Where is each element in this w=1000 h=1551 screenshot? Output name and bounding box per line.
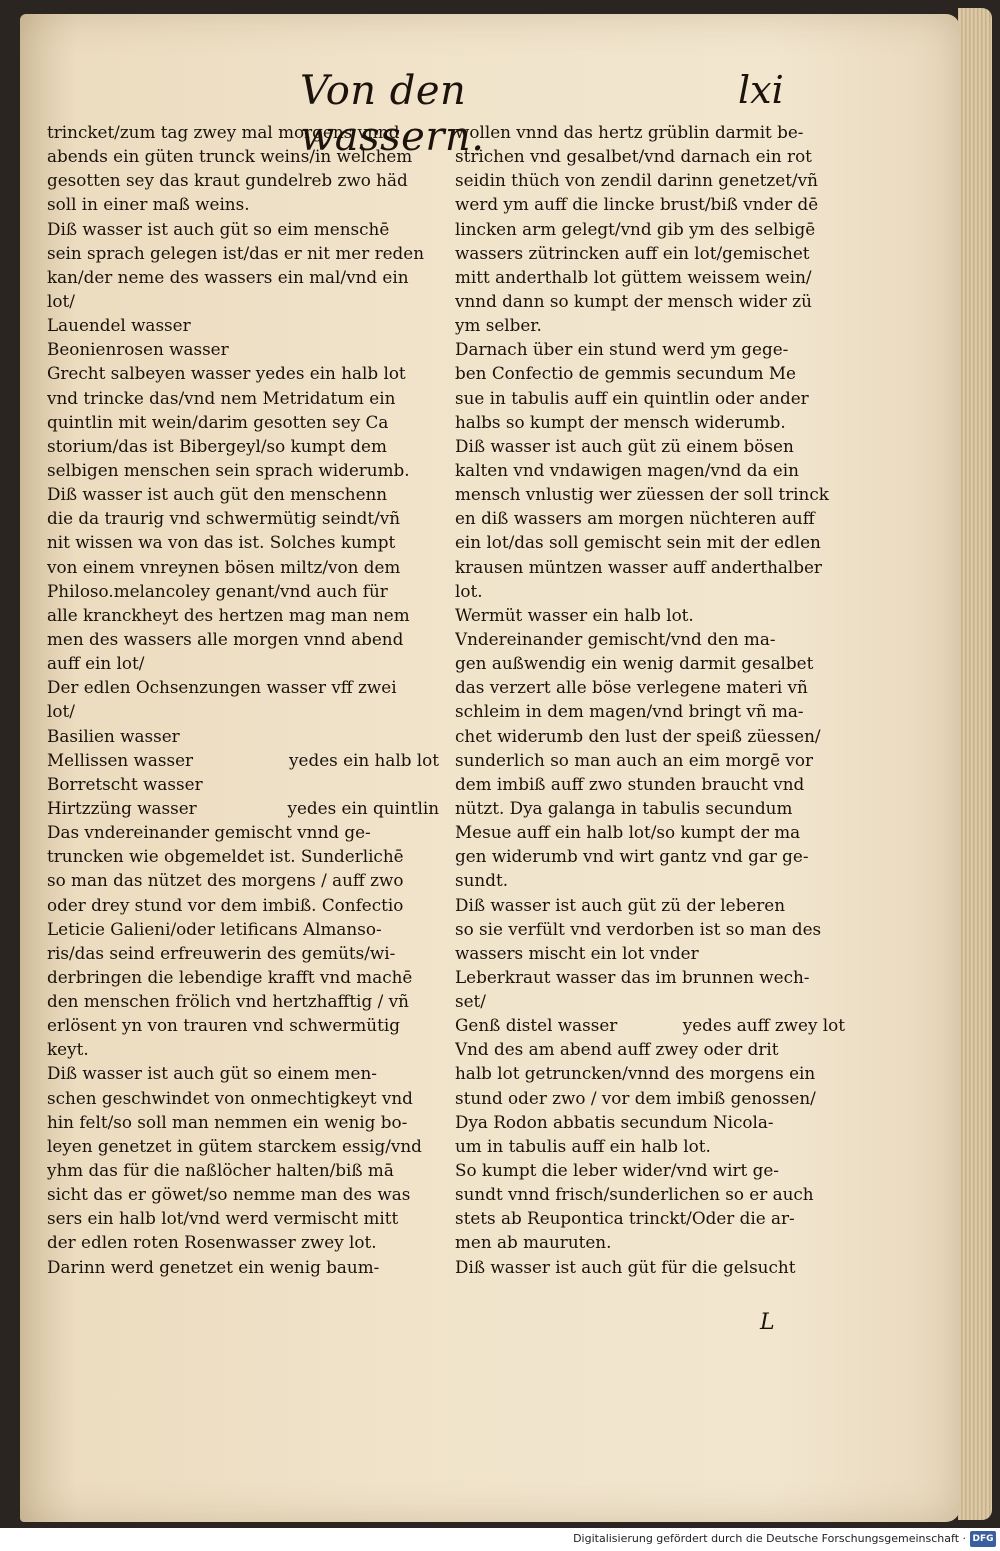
text-line: erlösent yn von trauren vnd schwermütig [47, 1015, 400, 1036]
text-line: der edlen roten Rosenwasser zwey lot. [47, 1232, 377, 1253]
text-line: Dya Rodon abbatis secundum Nicola- [455, 1111, 774, 1132]
text-line: wassers mischt ein lot vnder [455, 942, 699, 963]
text-line: seidin thüch von zendil darinn genetzet/vñ [455, 170, 818, 191]
text-line: sundt vnnd frisch/sunderlichen so er auch [455, 1184, 814, 1205]
text-line: sundt. [455, 870, 509, 891]
text-line: Diß wasser ist auch güt den menschenn [47, 484, 388, 505]
text-line: die da traurig vnd schwermütig seindt/vñ [47, 508, 401, 529]
entry-name: Hirtzzüng wasser [47, 797, 197, 818]
text-line: Leticie Galieni/oder letificans Almanso- [47, 918, 382, 939]
text-line: gesotten sey das kraut gundelreb zwo häd [47, 170, 408, 191]
text-line: Der edlen Ochsenzungen wasser vff zwei [47, 677, 397, 698]
text-line: nützt. Dya galanga in tabulis secundum [455, 797, 793, 818]
text-line: So kumpt die leber wider/vnd wirt ge- [455, 1160, 779, 1181]
left-text-column [47, 120, 439, 1279]
entry-dose: yedes auff zwey lot [682, 1015, 845, 1036]
text-line: so sie verfült vnd verdorben ist so man des [455, 918, 822, 939]
text-line: werd ym auff die lincke brust/biß vnder dē [455, 194, 819, 215]
text-line: wassers zütrincken auff ein lot/gemischet [455, 242, 810, 263]
text-line: Grecht salbeyen wasser yedes ein halb lot [47, 363, 406, 384]
text-line: stets ab Reupontica trinckt/Oder die ar- [455, 1208, 795, 1229]
text-line: den menschen frölich vnd hertzhafftig / vñ [47, 991, 409, 1012]
text-line: ris/das seind erfreuwerin des gemüts/wi- [47, 942, 396, 963]
text-line: trincket/zum tag zwey mal morgens vnnd [47, 122, 400, 142]
text-line: set/ [455, 991, 486, 1012]
text-line: wollen vnnd das hertz grüblin darmit be- [455, 122, 804, 142]
text-line: dem imbiß auff zwo stunden braucht vnd [455, 773, 805, 794]
text-line: abends ein güten trunck weins/in welchem [47, 146, 413, 167]
text-line: um in tabulis auff ein halb lot. [455, 1135, 711, 1156]
text-line: lot. [455, 580, 483, 601]
text-line: Lauendel wasser [47, 315, 191, 336]
running-head-title: Von den wassern. [300, 68, 485, 160]
entry-name: Mellissen wasser [47, 749, 194, 770]
dfg-logo: DFG [970, 1531, 996, 1547]
text-line: Das vndereinander gemischt vnnd ge- [47, 822, 371, 843]
text-line: sicht das er göwet/so nemme man des was [47, 1184, 411, 1205]
text-line: Diß wasser ist auch güt zü einem bösen [455, 435, 794, 456]
text-line: krausen müntzen wasser auff anderthalber [455, 556, 822, 577]
text-line: gen außwendig ein wenig darmit gesalbet [455, 653, 814, 674]
text-line: Basilien wasser [47, 725, 180, 746]
footer-bar [0, 1528, 1000, 1551]
text-line: schen geschwindet von onmechtigkeyt vnd [47, 1087, 413, 1108]
text-line: Leberkraut wasser das im brunnen wech- [455, 966, 810, 987]
text-line: sue in tabulis auff ein quintlin oder ander [455, 387, 809, 408]
text-line: gen widerumb vnd wirt gantz vnd gar ge- [455, 846, 809, 867]
folio-number: lxi [738, 68, 784, 112]
text-line: Philoso.melancoley genant/vnd auch für [47, 580, 388, 601]
text-line: Diß wasser ist auch güt so einem men- [47, 1063, 377, 1084]
footer-credit: Digitalisierung gefördert durch die Deutsche Forschungsgemeinschaft · [573, 1532, 966, 1545]
entry-dose: yedes ein halb lot [289, 749, 439, 770]
text-line: mitt anderthalb lot güttem weissem wein/ [455, 266, 812, 287]
text-line [47, 796, 439, 820]
text-line: auff ein lot/ [47, 653, 145, 674]
text-line: chet widerumb den lust der speiß züessen/ [455, 725, 821, 746]
text-line: ym selber. [455, 315, 542, 336]
text-line: soll in einer maß weins. [47, 194, 250, 215]
text-line: Darnach über ein stund werd ym gege- [455, 339, 789, 360]
text-line: Vnd des am abend auff zwey oder drit [455, 1039, 779, 1060]
text-line: storium/das ist Bibergeyl/so kumpt dem [47, 435, 387, 456]
text-line: Borretscht wasser [47, 773, 203, 794]
text-line: men des wassers alle morgen vnnd abend [47, 628, 404, 649]
text-line: kalten vnd vndawigen magen/vnd da ein [455, 459, 799, 480]
text-line: yhm das für die naßlöcher halten/biß mā [47, 1160, 394, 1181]
text-line: Wermüt wasser ein halb lot. [455, 604, 694, 625]
text-line: oder drey stund vor dem imbiß. Confectio [47, 894, 404, 915]
text-line: halb lot getruncken/vnnd des morgens ein [455, 1063, 816, 1084]
text-line: Darinn werd genetzet ein wenig baum- [47, 1256, 380, 1277]
text-line: halbs so kumpt der mensch widerumb. [455, 411, 786, 432]
text-line: stund oder zwo / vor dem imbiß genossen/ [455, 1087, 816, 1108]
text-line: keyt. [47, 1039, 89, 1060]
text-line: en diß wassers am morgen nüchteren auff [455, 508, 815, 529]
text-line: leyen genetzet in gütem starckem essig/vnd [47, 1135, 422, 1156]
text-line [47, 748, 439, 772]
text-line: lot/ [47, 701, 75, 722]
text-line: nit wissen wa von das ist. Solches kumpt [47, 532, 396, 553]
text-line: das verzert alle böse verlegene materi vñ [455, 677, 808, 698]
text-line: ben Confectio de gemmis secundum Me [455, 363, 796, 384]
entry-dose: yedes ein quintlin [287, 797, 439, 818]
text-line: strichen vnd gesalbet/vnd darnach ein rot [455, 146, 812, 167]
right-text-column [455, 120, 845, 1279]
entry-name: Genß distel wasser [455, 1015, 618, 1036]
text-line: truncken wie obgemeldet ist. Sunderlichē [47, 846, 404, 867]
text-line: alle kranckheyt des hertzen mag man nem [47, 604, 410, 625]
page-edge [958, 8, 992, 1520]
text-line: Vndereinander gemischt/vnd den ma- [455, 628, 776, 649]
text-line: schleim in dem magen/vnd bringt vñ ma- [455, 701, 804, 722]
text-line: Diß wasser ist auch güt zü der leberen [455, 894, 786, 915]
text-line: vnd trincke das/vnd nem Metridatum ein [47, 387, 396, 408]
text-line: sein sprach gelegen ist/das er nit mer reden [47, 242, 425, 263]
text-line: kan/der neme des wassers ein mal/vnd ein [47, 266, 409, 287]
text-line: sers ein halb lot/vnd werd vermischt mitt [47, 1208, 399, 1229]
text-line: Diß wasser ist auch güt für die gelsucht [455, 1256, 796, 1277]
text-line: Beonienrosen wasser [47, 339, 229, 360]
text-line: sunderlich so man auch an eim morgē vor [455, 749, 814, 770]
text-line: mensch vnlustig wer züessen der soll trinck [455, 484, 829, 505]
text-line: Mesue auff ein halb lot/so kumpt der ma [455, 822, 801, 843]
catchword: L [760, 1310, 775, 1335]
text-line [455, 1013, 845, 1037]
text-line: Diß wasser ist auch güt so eim menschē [47, 218, 390, 239]
text-line: vnnd dann so kumpt der mensch wider zü [455, 290, 812, 311]
text-line: selbigen menschen sein sprach widerumb. [47, 459, 410, 480]
text-line: quintlin mit wein/darim gesotten sey Ca [47, 411, 389, 432]
text-line: von einem vnreynen bösen miltz/von dem [47, 556, 401, 577]
text-line: lot/ [47, 290, 75, 311]
text-line: men ab mauruten. [455, 1232, 612, 1253]
text-line: hin felt/so soll man nemmen ein wenig bo- [47, 1111, 408, 1132]
text-line: lincken arm gelegt/vnd gib ym des selbigē [455, 218, 816, 239]
text-line: derbringen die lebendige krafft vnd machē [47, 966, 413, 987]
text-line: ein lot/das soll gemischt sein mit der edlen [455, 532, 821, 553]
text-line: so man das nützet des morgens / auff zwo [47, 870, 404, 891]
